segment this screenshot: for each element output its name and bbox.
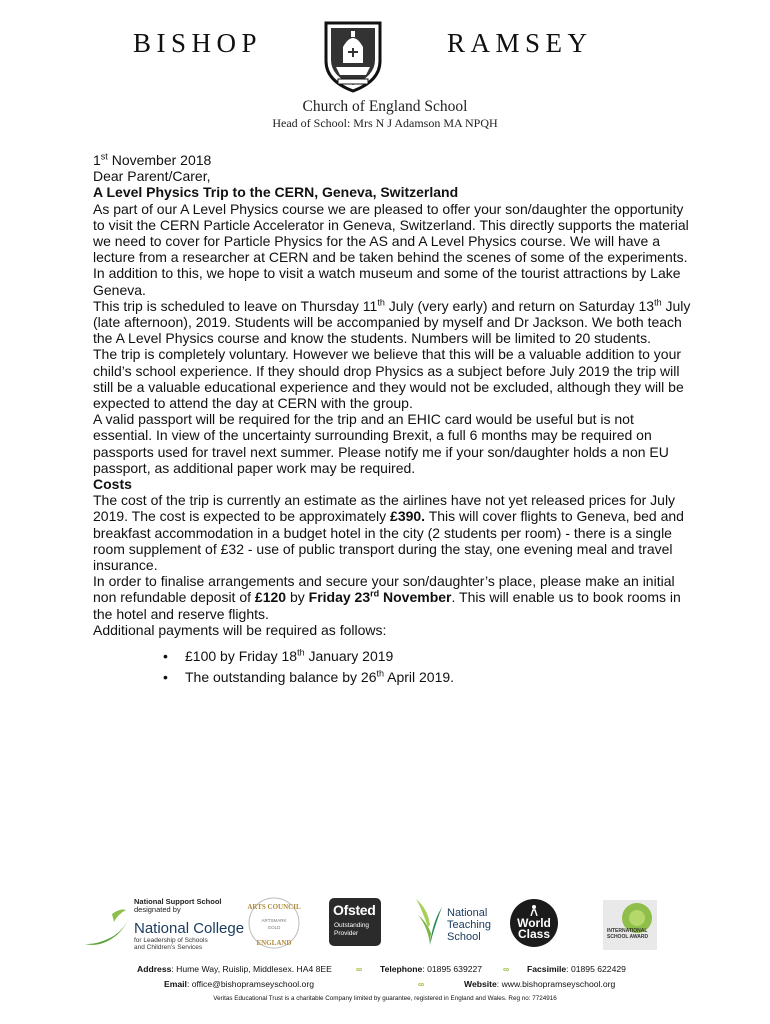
deposit-paragraph: In order to finalise arrangements and secure your son/daughter’s place, please make an initial non refundable deposit of £120 by Friday 23rd November. This will enable us to book rooms in the hotel and reserve flights. [93, 573, 681, 622]
school-name: Church of England School [302, 98, 468, 115]
svg-text:ARTS COUNCIL: ARTS COUNCIL [247, 903, 301, 911]
teaching-school-leaf-icon [414, 897, 446, 947]
international-school-award-label: INTERNATIONAL SCHOOL AWARD [607, 928, 649, 940]
brand-bishop: BISHOP [133, 28, 263, 58]
head-of-school: Head of School: Mrs N J Adamson MA NPQH [272, 116, 498, 130]
list-item: • £100 by Friday 18th January 2019 [93, 648, 693, 664]
national-college-title: National College [134, 920, 245, 937]
school-crest-icon [322, 17, 384, 93]
list-item: • The outstanding balance by 26th April 2019. [93, 669, 693, 685]
payments-intro: Additional payments will be required as follows: [93, 621, 387, 638]
ofsted-badge: Ofsted Outstanding Provider [329, 898, 381, 946]
footer-legal: Veritas Educational Trust is a charitable Company limited by guarantee, registered in England and Wales. Reg no: 7724916 [213, 995, 557, 1002]
figure-icon [530, 905, 538, 916]
arts-council-logo-icon [246, 895, 302, 951]
intro-paragraph: As part of our A Level Physics course we are pleased to offer your son/daughter the opportunity to visit the CERN Particle Accelerator in Geneva, Switzerland. This directly supports the material we need to cover for Particle Physics for the AS and A Level Physics course. We will have a lecture from a researcher at CERN and be taken behind the scenes of some of the experiments. In addition to this, we hope to visit a watch museum and some of the tourist attractions by Lake Geneva. [93, 200, 689, 298]
voluntary-paragraph: The trip is completely voluntary. However we believe that this will be a valuable addition to your child’s school experience. If they should drop Physics as a subject before July 2019 the trip will still be a valuable educational experience and they would not be excluded, although they will be expected to attend the day at CERN with the group. [93, 346, 684, 412]
national-support-school-label: National Support School designated by [134, 897, 222, 914]
letter-heading: A Level Physics Trip to the CERN, Geneva, Switzerland [93, 184, 459, 201]
national-college-subtitle: for Leadership of Schools and Children’s Services [134, 937, 208, 951]
brand-ramsey: RAMSEY [447, 28, 593, 58]
payments-list [93, 648, 693, 685]
website-link[interactable]: Website: www.bishopramseyschool.org [464, 979, 616, 989]
passport-paragraph: A valid passport will be required for the trip and an EHIC card would be useful but is not essential. In view of the uncertainty surrounding Brexit, a full 6 months may be required on passports used for travel next summer. Please notify me if your son/daughter holds a non EU passport, as additional paper work may be required. [93, 411, 669, 476]
email-link[interactable]: Email: office@bishopramseyschool.org [164, 979, 314, 989]
svg-text:GOLD: GOLD [267, 925, 281, 930]
svg-text:ARTSMARK: ARTSMARK [261, 918, 287, 923]
salutation: Dear Parent/Carer, [93, 168, 211, 185]
national-teaching-school-label: National Teaching School [447, 907, 492, 943]
international-school-award-icon [603, 900, 657, 950]
schedule-paragraph: This trip is scheduled to leave on Thursday 11th July (very early) and return on Saturday 13th July (late afternoon), 2019. Students will be accompanied by myself and Dr Jackson. We both teach the A Level Physics course and know the students. Numbers will be limited to 20 students. [93, 297, 691, 347]
world-class-badge: World Class [510, 899, 558, 947]
svg-text:ENGLAND: ENGLAND [256, 939, 292, 947]
letter-body [93, 152, 693, 691]
costs-heading: Costs [93, 476, 132, 493]
letter-date: 1st November 2018 [93, 151, 212, 168]
national-college-swoosh-icon [82, 904, 138, 950]
cost-paragraph: The cost of the trip is currently an estimate as the airlines have not yet released prices for July 2019. The cost is expected to be approximately £390. This will cover flights to Geneva, bed and breakfast accommodation in a budget hotel in the city (2 students per room) - there is a single room supplement of £32 - use of public transport during the stay, one evening meal and travel insurance. [93, 492, 684, 574]
